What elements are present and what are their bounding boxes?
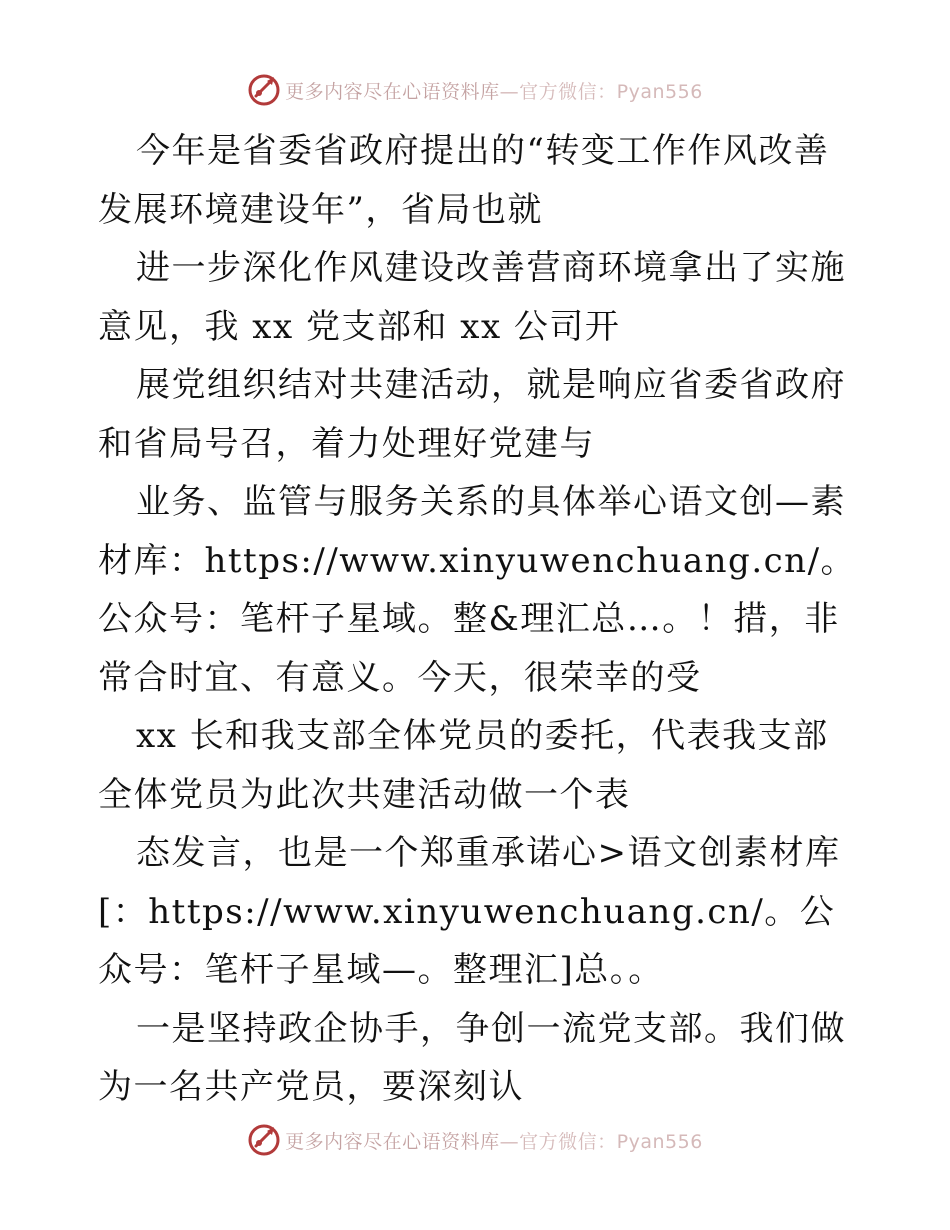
banner-wechat: —官方微信：Pyan556 (499, 1130, 703, 1153)
document-body (98, 122, 858, 1117)
banner-wechat: —官方微信：Pyan556 (499, 80, 703, 103)
paragraph: 业务、监管与服务关系的具体举心语文创—素材库：https://www.xinyuwenchuang.cn/。公众号：笔杆子星域。整&理汇总…。！措，非常合时宜、有意义。今天，很荣幸的受 (98, 482, 857, 698)
paragraph: xx 长和我支部全体党员的委托，代表我支部全体党员为此次共建活动做一个表 (98, 716, 829, 815)
banner-text (285, 77, 703, 104)
paragraph: 态发言，也是一个郑重承诺心>语文创素材库[：https://www.xinyuwenchuang.cn/。公众号：笔杆子星域—。整理汇]总。。 (98, 833, 841, 990)
footer-banner (0, 1122, 950, 1158)
header-banner (0, 72, 950, 108)
paragraph: 一是坚持政企协手，争创一流党支部。我们做为一名共产党员，要深刻认 (98, 1008, 846, 1107)
quill-seal-icon (247, 1123, 281, 1157)
banner-site-name: 更多内容尽在心语资料库 (285, 1130, 500, 1153)
banner-site-name: 更多内容尽在心语资料库 (285, 80, 500, 103)
banner-text (285, 1127, 703, 1154)
paragraph: 进一步深化作风建设改善营商环境拿出了实施意见，我 xx 党支部和 xx 公司开 (98, 248, 846, 347)
quill-seal-icon (247, 73, 281, 107)
paragraph: 今年是省委省政府提出的“转变工作作风改善发展环境建设年”，省局也就 (98, 131, 830, 230)
paragraph: 展党组织结对共建活动，就是响应省委省政府和省局号召，着力处理好党建与 (98, 365, 846, 464)
